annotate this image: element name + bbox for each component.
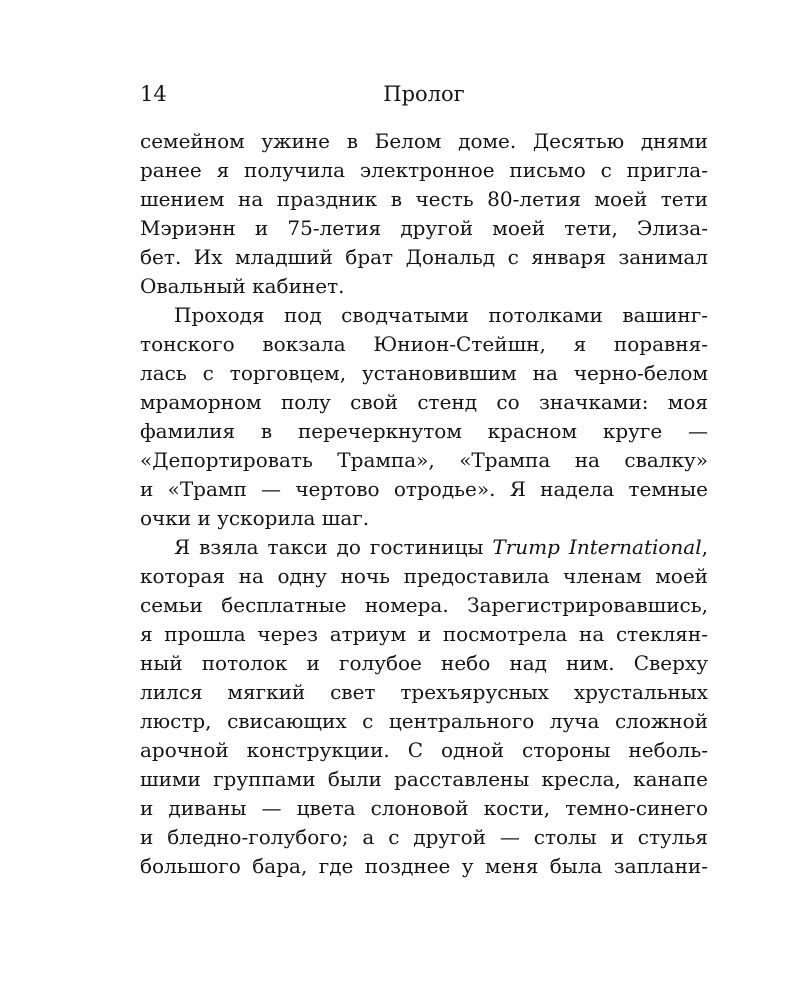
text-line: ный потолок и голубое небо над ним. Сверху [140,651,708,675]
text-line: фамилия в перечеркнутом красном круге — [140,419,708,443]
text-line: семейном ужине в Белом доме. Десятью днями [140,129,708,153]
text-line: я прошла через атриум и посмотрела на стеклян- [140,622,708,646]
text-line: и бледно-голубого; а с другой — столы и стулья [140,825,708,849]
text-line: Мэриэнн и 75-летия другой моей тети, Элиза- [140,216,708,240]
text-line: бет. Их младший брат Дональд с января занимал [140,245,708,269]
text-line: лась с торговцем, установившим на черно-белом [140,361,708,385]
page-number: 14 [140,82,167,106]
text-line [174,533,708,562]
text-line: большого бара, где позднее у меня была заплани- [140,854,708,878]
text-line: семьи бесплатные номера. Зарегистрировавшись, [140,593,708,617]
text-line: шими группами были расставлены кресла, канапе [140,767,708,791]
text-line: ранее я получила электронное письмо с пригла- [140,158,708,182]
text-line: люстр, свисающих с центрального луча сложной [140,709,708,733]
text-line: тонского вокзала Юнион-Стейшн, я поравня- [140,332,708,356]
text-line: и «Трамп — чертово отродье». Я надела темные [140,477,708,501]
text-run: Я взяла такси до гостиницы [174,535,493,559]
text-line: «Депортировать Трампа», «Трампа на свалку» [140,448,708,472]
text-line: шением на праздник в честь 80-летия моей тети [140,187,708,211]
text-line: и диваны — цвета слоновой кости, темно-синего [140,796,708,820]
text-line: лился мягкий свет трехъярусных хрустальных [140,680,708,704]
running-head [140,82,708,110]
text-line: которая на одну ночь предоставила членам моей [140,564,708,588]
text-line: очки и ускорила шаг. [140,506,370,530]
text-line: Овальный кабинет. [140,274,345,298]
hotel-name: Trump International [492,535,702,559]
text-line: арочной конструкции. С одной стороны неболь- [140,738,708,762]
text-line: мраморном полу свой стенд со значками: моя [140,390,708,414]
chapter-title: Пролог [383,82,465,106]
text-line: Проходя под сводчатыми потолками вашинг- [174,303,708,327]
text-run: , [701,535,708,559]
